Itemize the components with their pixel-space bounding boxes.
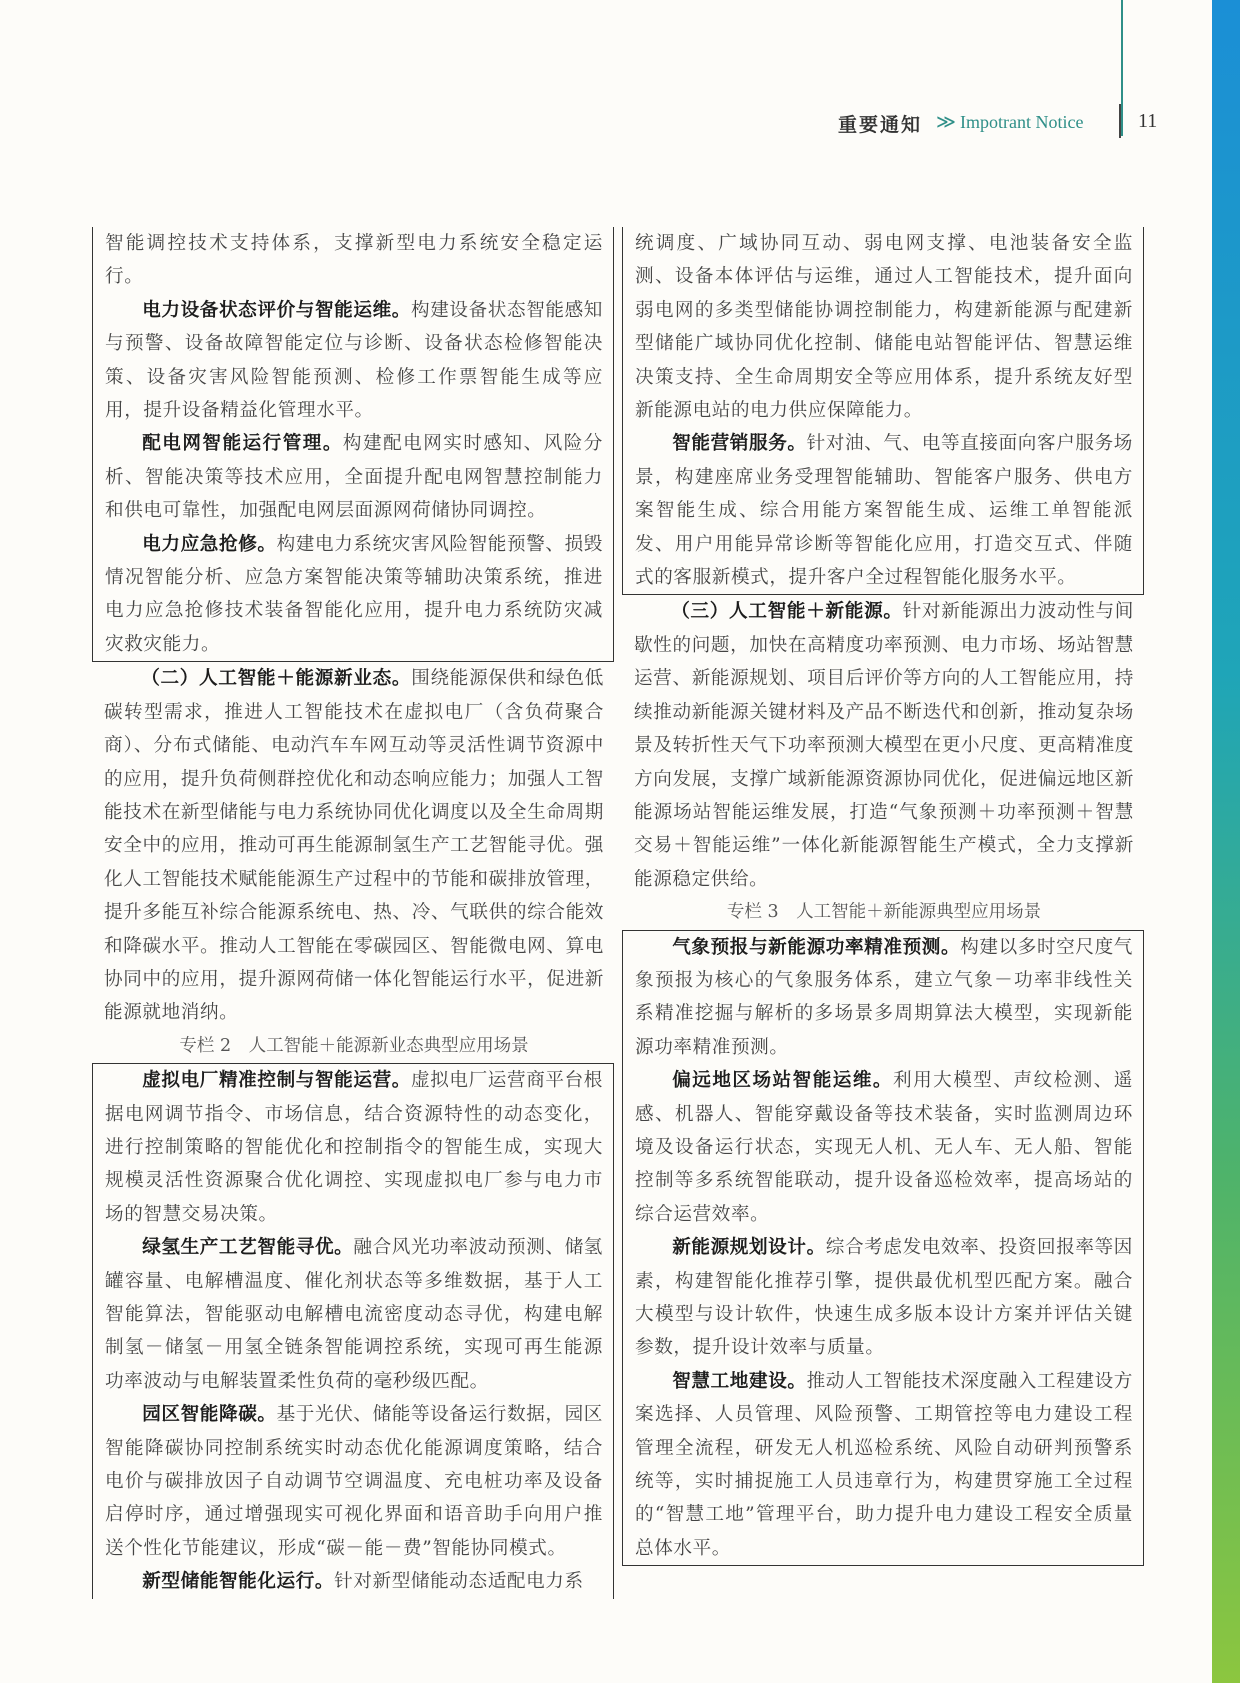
box-paragraph: [105, 1398, 603, 1565]
header-divider: [1119, 104, 1121, 138]
sidebar-box-2: [92, 1063, 614, 1599]
box-item-text: 融合风光功率波动预测、储氢罐容量、电解槽温度、催化剂状态等多维数据，基于人工智能算法，智能驱动电解槽电流密度动态寻优，构建电解制氢－储氢－用氢全链条智能调控系统，实现可再生能源功率波动与电解装置柔性负荷的毫秒级匹配。: [105, 1237, 603, 1392]
column-caption-2: 专栏 2 人工智能＋能源新业态典型应用场景: [179, 1035, 529, 1056]
box-item-title: 偏远地区场站智能运维。: [672, 1070, 893, 1092]
box-item-title: 新型储能智能化运行。: [142, 1571, 335, 1593]
right-column: [634, 227, 1134, 1566]
box-paragraph: [635, 1064, 1133, 1231]
box-item-text: 针对油、气、电等直接面向客户服务场景，构建座席业务受理智能辅助、智能客户服务、供电方案智能生成、综合用能方案智能生成、运维工单智能派发、用户用能异常诊断等智能化应用，打造交互式、伴随式的客服新模式，提升客户全过程智能化服务水平。: [635, 433, 1133, 589]
box-paragraph: [105, 528, 603, 662]
box-paragraph-continued: 统调度、广域协同互动、弱电网支撑、电池装备安全监测、设备本体评估与运维，通过人工智能技术，提升面向弱电网的多类型储能协调控制能力，构建新能源与配建新型储能广域协同优化控制、储能电站智能评估、智慧运维决策支持、全生命周期安全等应用体系，提升系统友好型新能源电站的电力供应保障能力。: [635, 233, 1133, 422]
double-chevron-icon: ≫: [936, 111, 956, 133]
decorative-vertical-line: [1121, 0, 1123, 136]
section-3-text: 针对新能源出力波动性与间歇性的问题，加快在高精度功率预测、电力市场、场站智慧运营、新能源规划、项目后评价等方向的人工智能应用，持续推动新能源关键材料及产品不断迭代和创新，推动复杂场景及转折性天气下功率预测大模型在更小尺度、更高精准度方向发展，支撑广域新能源资源协同优化，促进偏远地区新能源场站智能运维发展，打造“气象预测＋功率预测＋智慧交易＋智能运维”一体化新能源智能生产模式，全力支撑新能源稳定供给。: [634, 601, 1134, 890]
box-item-text: 构建配电网实时感知、风险分析、智能决策等技术应用，全面提升配电网智慧控制能力和供电可靠性，加强配电网层面源网荷储协同调控。: [105, 433, 603, 522]
box-item-text: 综合考虑发电效率、投资回报率等因素，构建智能化推荐引擎，提供最优机型匹配方案。融合大模型与设计软件，快速生成多版本设计方案并评估关键参数，提升设计效率与质量。: [635, 1237, 1133, 1359]
box-item-title: 电力设备状态评价与智能运维。: [142, 299, 411, 321]
box-item-text: 针对新型储能动态适配电力系: [334, 1571, 584, 1593]
box-paragraph: [105, 294, 603, 428]
box-item-title: 电力应急抢修。: [142, 533, 277, 555]
box-paragraph: [105, 1064, 603, 1231]
box-item-text: 利用大模型、声纹检测、遥感、机器人、智能穿戴设备等技术装备，实时监测周边环境及设备运行状态，实现无人机、无人车、无人船、智能控制等多系统智能联动，提升设备巡检效率，提高场站的综合运营效率。: [635, 1070, 1133, 1225]
decorative-side-bar: [1212, 0, 1240, 1683]
box-paragraph: [105, 1231, 603, 1398]
box-item-text: 基于光伏、储能等设备运行数据，园区智能降碳协同控制系统实时动态优化能源调度策略，结合电价与碳排放因子自动调节空调温度、充电桩功率及设备启停时序，通过增强现实可视化界面和语音助手向用户推送个性化节能建议，形成“碳－能－费”智能协同模式。: [105, 1404, 603, 1559]
column-caption-3: 专栏 3 人工智能＋新能源典型应用场景: [726, 902, 1042, 923]
box-item-text: 构建设备状态智能感知与预警、设备故障智能定位与诊断、设备状态检修智能决策、设备灾害风险智能预测、检修工作票智能生成等应用，提升设备精益化管理水平。: [105, 299, 603, 422]
page-number: 11: [1138, 110, 1158, 132]
section-3-title: （三）人工智能＋新能源。: [671, 601, 903, 623]
section-2-paragraph: [104, 662, 604, 1029]
box-item-text: 推动人工智能技术深度融入工程建设方案选择、人员管理、风险预警、工期管控等电力建设工程管理全流程，研发无人机巡检系统、风险自动研判预警系统等，实时捕捉施工人员违章行为，构建贯穿施工全过程的“智慧工地”管理平台，助力提升电力建设工程安全质量总体水平。: [635, 1370, 1133, 1559]
section-2-text: 围绕能源保供和绿色低碳转型需求，推进人工智能技术在虚拟电厂（含负荷聚合商）、分布式储能、电动汽车车网互动等灵活性调节资源中的应用，提升负荷侧群控优化和动态响应能力；加强人工智能技术在新型储能与电力系统协同优化调度以及全生命周期安全中的应用，推动可再生能源制氢生产工艺智能寻优。强化人工智能技术赋能能源生产过程中的节能和碳排放管理，提升多能互补综合能源系统电、热、冷、气联供的综合能效和降碳水平。推动人工智能在零碳园区、智能微电网、算电协同中的应用，提升源网荷储一体化智能运行水平，促进新能源就地消纳。: [104, 668, 604, 1024]
box-paragraph: [635, 1231, 1133, 1365]
box-item-text: 构建电力系统灾害风险智能预警、损毁情况智能分析、应急方案智能决策等辅助决策系统，推进电力应急抢修技术装备智能化应用，提升电力系统防灾减灾救灾能力。: [105, 533, 603, 655]
box-item-title: 新能源规划设计。: [672, 1237, 826, 1259]
sidebar-box-3: [622, 930, 1144, 1567]
section-2-title: （二）人工智能＋能源新业态。: [141, 668, 412, 690]
box-item-title: 气象预报与新能源功率精准预测。: [672, 936, 961, 958]
box-item-title: 配电网智能运行管理。: [142, 433, 343, 455]
box-paragraph: [635, 931, 1133, 1065]
box-paragraph: [635, 1365, 1133, 1565]
sidebar-box-1-continued: [92, 227, 614, 662]
box-paragraph-continued: 智能调控技术支持体系，支撑新型电力系统安全稳定运行。: [105, 233, 603, 288]
sidebar-box-2-continued: [622, 227, 1144, 595]
header-section-cn: 重要通知: [838, 114, 923, 136]
box-paragraph: [635, 427, 1133, 594]
box-item-title: 绿氢生产工艺智能寻优。: [142, 1237, 354, 1259]
section-3-paragraph: [634, 595, 1134, 896]
box-item-title: 园区智能降碳。: [142, 1404, 277, 1426]
left-column: [104, 227, 604, 1599]
header-section-en: Impotrant Notice: [960, 112, 1084, 132]
box-item-text: 构建以多时空尺度气象预报为核心的气象服务体系，建立气象－功率非线性关系精准挖掘与解析的多场景多周期算法大模型，实现新能源功率精准预测。: [635, 936, 1133, 1058]
box-item-text: 虚拟电厂运营商平台根据电网调节指令、市场信息，结合资源特性的动态变化，进行控制策略的智能优化和控制指令的智能生成，实现大规模灵活性资源聚合优化调控、实现虚拟电厂参与电力市场的智慧交易决策。: [105, 1070, 603, 1225]
box-item-title: 智能营销服务。: [672, 433, 807, 455]
box-item-title: 智慧工地建设。: [672, 1370, 807, 1392]
box-paragraph: [105, 1565, 603, 1598]
box-paragraph: [105, 427, 603, 527]
box-item-title: 虚拟电厂精准控制与智能运营。: [142, 1070, 411, 1092]
